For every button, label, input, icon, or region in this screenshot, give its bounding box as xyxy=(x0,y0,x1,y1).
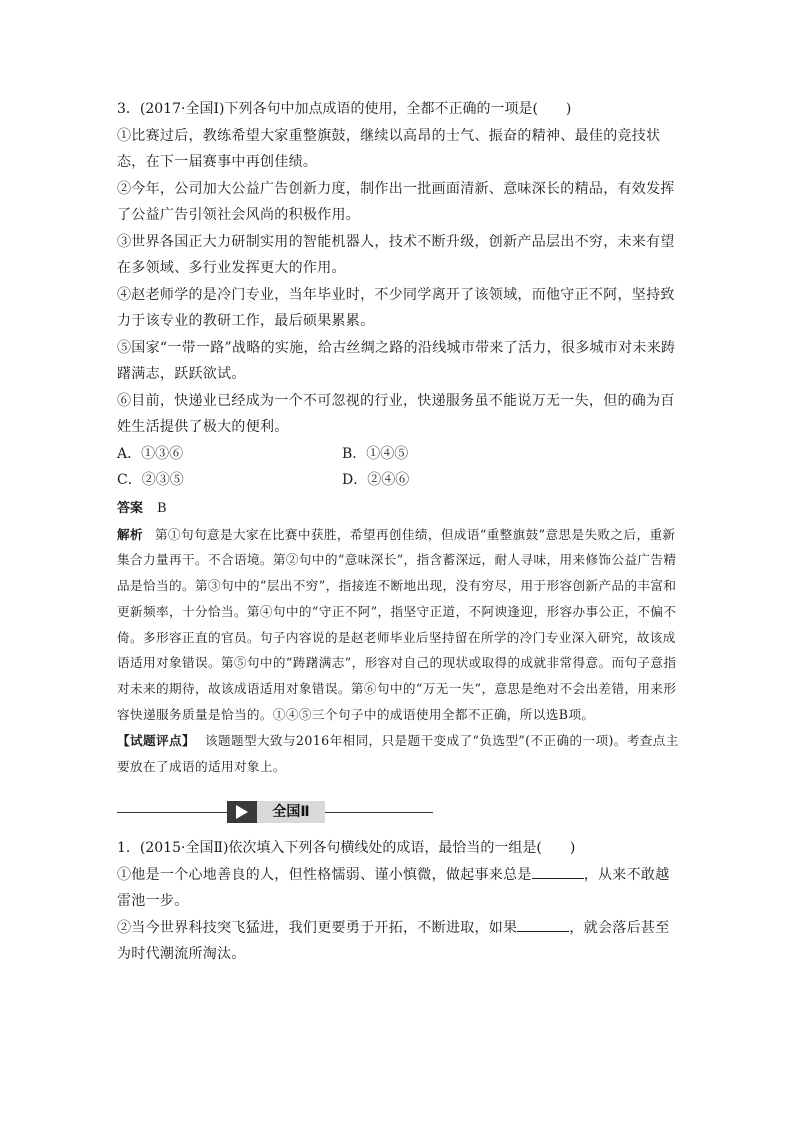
section-rule-left xyxy=(117,812,227,813)
question-1-item-1 xyxy=(117,862,679,915)
section-title: 全国Ⅱ xyxy=(257,801,325,823)
question-3-item-6: ⑥目前，快递业已经成为一个不可忽视的行业，快递服务虽不能说万无一失，但的确为百姓生活提供了极大的便利。 xyxy=(117,392,675,435)
item-2-text-before: ②当今世界科技突飞猛进，我们更要勇于开拓，不断进取，如果 xyxy=(117,919,518,936)
option-b: B．①④⑤ xyxy=(342,445,409,462)
question-3-item-2: ②今年，公司加大公益广告创新力度，制作出一批画面清新、意味深长的精品，有效发挥了公益广告引领社会风尚的积极作用。 xyxy=(117,180,675,223)
question-1-stem: 1．(2015·全国Ⅱ)依次填入下列各句横线处的成语，最恰当的一组是( ) xyxy=(117,840,576,857)
section-header xyxy=(117,801,679,823)
question-3-item-1: ①比赛过后，教练希望大家重整旗鼓，继续以高昂的士气、振奋的精神、最佳的竞技状态，在下一届赛事中再创佳绩。 xyxy=(117,127,661,170)
document-page xyxy=(117,96,679,968)
answer-value: B xyxy=(157,500,167,516)
review-text: 该题题型大致与2016年相同，只是题干变成了“负选型”(不正确的一项)。考查点主要放在了成语的适用对象上。 xyxy=(117,732,679,774)
play-arrow-icon xyxy=(227,801,257,823)
question-3-stem: 3．(2017·全国Ⅰ)下列各句中加点成语的使用，全都不正确的一项是( ) xyxy=(117,101,572,117)
question-3-item-5: ⑤国家“一带一路”战略的实施，给古丝绸之路的沿线城市带来了活力，很多城市对未来踌躇满志，跃跃欲试。 xyxy=(117,339,676,382)
option-c: C．②③⑤ xyxy=(117,472,184,488)
analysis-text: 第①句句意是大家在比赛中获胜，希望再创佳绩，但成语“重整旗鼓”意思是失败之后，重新集合力量再干。不合语境。第②句中的“意味深长”，指含蓄深远，耐人寻味，用来修饰公益广告精品是恰当的。第③句中的“层出不穷”，指接连不断地出现，没有穷尽，用于形容创新产品的丰富和更新频率，十分恰当。第④句中的“守正不阿”，指坚守正道，不阿谀逢迎，形容办事公正，不偏不倚。多形容正直的官员。句子内容说的是赵老师毕业后坚持留在所学的冷门专业深入研究，故该成语适用对象错误。第⑤句中的“踌躇满志”，形容对自己的现状或取得的成就非常得意。而句子意指对未来的期待，故该成语适用对象错误。第⑥句中的“万无一失”，意思是绝对不会出差错，用来形容快递服务质量是恰当的。①④⑤三个句子中的成语使用全都不正确，所以选B项。 xyxy=(117,526,677,723)
review-label: 【试题评点】 xyxy=(117,732,195,748)
fill-blank xyxy=(517,917,569,932)
item-2-text-after: ，就会落后甚至为时代潮流所淘汰。 xyxy=(117,919,670,963)
item-1-text-after: ，从来不敢越雷池一步。 xyxy=(117,866,670,910)
answer-label: 答案 xyxy=(117,500,144,516)
section-rule-right xyxy=(325,812,433,813)
question-3-item-3: ③世界各国正大力研制实用的智能机器人，技术不断升级，创新产品层出不穷，未来有望在多领域、多行业发挥更大的作用。 xyxy=(117,233,675,276)
analysis-paragraph xyxy=(117,522,679,728)
item-1-text-before: ①他是一个心地善良的人，但性格懦弱、谨小慎微，做起事来总是 xyxy=(117,866,532,883)
question-3-options xyxy=(117,441,679,494)
option-a: A．①③⑥ xyxy=(117,445,184,462)
answer-line xyxy=(117,496,679,522)
question-1-item-2 xyxy=(117,915,679,968)
question-3-item-4: ④赵老师学的是冷门专业，当年毕业时，不少同学离开了该领域，而他守正不阿，坚持致力于该专业的教研工作，最后硕果累累。 xyxy=(117,286,675,329)
analysis-label: 解析 xyxy=(117,526,143,542)
review-paragraph xyxy=(117,728,679,780)
option-d: D．②④⑥ xyxy=(342,472,410,488)
fill-blank xyxy=(532,864,584,879)
